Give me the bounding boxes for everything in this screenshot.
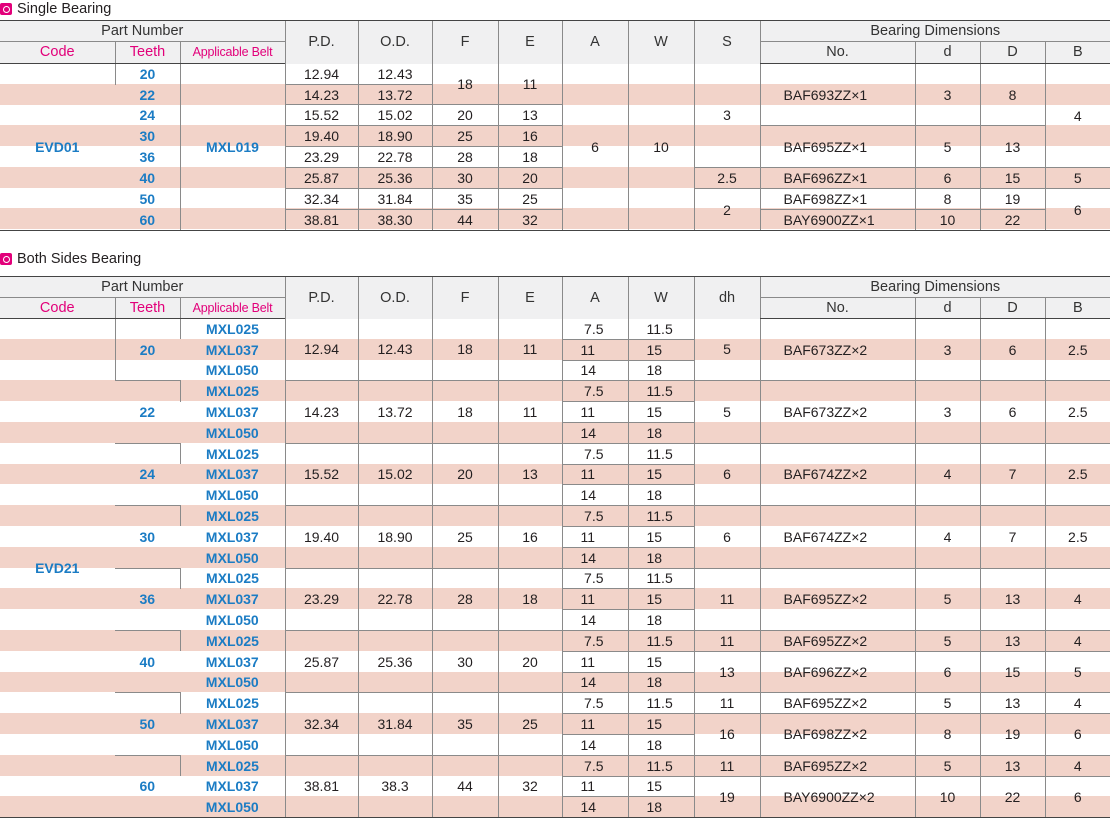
f-cell: 18 [432, 381, 498, 443]
header-applicable-belt: Applicable Belt [180, 42, 285, 64]
w-cell: 18 [628, 734, 694, 755]
header-w: W [628, 21, 694, 64]
bearing-b-cell: 2.5 [1045, 381, 1110, 443]
bearing-D-cell: 22 [980, 776, 1045, 818]
bearing-b-cell: 5 [1045, 168, 1110, 189]
e-cell: 13 [498, 443, 562, 505]
bearing-D-cell: 13 [980, 126, 1045, 168]
both-sides-bearing-table [0, 276, 1110, 818]
header-dh: dh [694, 277, 760, 319]
f-cell: 18 [432, 319, 498, 381]
w-cell: 15 [628, 776, 694, 797]
belt-cell: MXL050 [205, 612, 259, 629]
header-teeth: Teeth [115, 42, 180, 64]
od-cell: 25.36 [358, 630, 432, 692]
od-cell: 15.02 [358, 105, 432, 126]
e-cell: 11 [498, 64, 562, 105]
pd-cell: 32.34 [285, 189, 358, 210]
belt-cell: MXL019 [180, 64, 285, 231]
w-cell: 11.5 [628, 443, 694, 464]
pd-cell: 12.94 [285, 319, 358, 381]
w-cell: 11.5 [628, 755, 694, 776]
bearing-d-cell: 3 [915, 381, 980, 443]
teeth-cell: 20 [115, 64, 180, 85]
bearing-b-cell: 4 [1045, 755, 1110, 776]
bearing-b-cell: 6 [1045, 776, 1110, 818]
bearing-D-cell: 6 [980, 381, 1045, 443]
f-cell: 20 [432, 105, 498, 126]
dh-cell: 5 [694, 319, 760, 381]
header-e: E [498, 21, 562, 64]
e-cell: 25 [498, 189, 562, 210]
header-part-number: Part Number [0, 21, 285, 42]
teeth-cell: 22 [139, 86, 156, 103]
f-cell: 25 [432, 126, 498, 147]
w-cell: 18 [628, 485, 694, 506]
a-cell: 6 [562, 64, 628, 231]
belt-cell: MXL037 [205, 528, 259, 545]
a-cell: 14 [562, 485, 628, 506]
w-cell: 18 [628, 672, 694, 693]
w-cell: 18 [628, 360, 694, 381]
section-title-single-bearing [0, 0, 111, 18]
w-cell: 11.5 [628, 693, 694, 714]
a-cell: 11 [562, 589, 628, 610]
bearing-no-cell: BAF693ZZ×1 [760, 64, 915, 126]
a-cell: 7.5 [562, 755, 628, 776]
od-cell: 31.84 [358, 693, 432, 755]
a-cell: 14 [562, 672, 628, 693]
header-bearing-dimensions: Bearing Dimensions [760, 277, 1110, 298]
w-cell: 11.5 [628, 568, 694, 589]
e-cell: 32 [498, 210, 562, 231]
teeth-cell: 30 [115, 506, 180, 568]
teeth-cell: 60 [115, 210, 180, 231]
header-f: F [432, 21, 498, 64]
a-cell: 14 [562, 422, 628, 443]
bearing-b-cell: 4 [1045, 568, 1110, 630]
circle-in-square-icon [0, 253, 12, 265]
a-cell: 14 [562, 797, 628, 818]
belt-cell: MXL037 [205, 778, 259, 795]
bearing-no-cell: BAF696ZZ×2 [760, 651, 915, 693]
bearing-D-cell: 19 [980, 714, 1045, 756]
teeth-cell: 36 [139, 149, 156, 165]
pd-cell: 38.81 [285, 755, 358, 817]
od-cell: 13.72 [358, 85, 432, 105]
a-cell: 7.5 [562, 443, 628, 464]
w-cell: 10 [628, 64, 694, 231]
bearing-b-cell: 5 [1045, 651, 1110, 693]
od-cell: 22.78 [358, 147, 432, 168]
teeth-cell: 50 [115, 693, 180, 755]
bearing-d-cell: 6 [915, 651, 980, 693]
a-cell: 7.5 [562, 630, 628, 651]
belt-cell: MXL025 [180, 693, 285, 714]
bearing-no-cell: BAF695ZZ×2 [760, 630, 915, 651]
header-d-small: d [915, 42, 980, 64]
bearing-no-cell: BAF673ZZ×2 [760, 381, 915, 443]
teeth-cell: 24 [139, 107, 156, 123]
f-cell: 20 [432, 443, 498, 505]
belt-cell: MXL025 [180, 319, 285, 340]
header-part-number: Part Number [0, 277, 285, 298]
a-cell: 11 [562, 339, 628, 360]
bearing-d-cell: 5 [915, 755, 980, 776]
pd-cell: 14.23 [285, 85, 358, 105]
a-cell: 11 [562, 776, 628, 797]
header-e: E [498, 277, 562, 319]
bearing-d-cell: 3 [915, 64, 980, 126]
header-pd: P.D. [285, 21, 358, 64]
pd-cell: 19.40 [285, 126, 358, 147]
w-cell: 18 [628, 610, 694, 631]
w-cell: 18 [628, 547, 694, 568]
f-cell: 28 [432, 568, 498, 630]
w-cell: 15 [628, 526, 694, 547]
bearing-no-cell: BAF695ZZ×1 [760, 126, 915, 168]
dh-cell: 13 [694, 651, 760, 693]
header-s: S [694, 21, 760, 64]
a-cell: 14 [562, 547, 628, 568]
bearing-D-cell: 13 [980, 693, 1045, 714]
bearing-D-cell: 19 [980, 189, 1045, 210]
header-code: Code [0, 42, 115, 64]
od-cell: 25.36 [358, 168, 432, 189]
a-cell: 14 [562, 360, 628, 381]
belt-cell: MXL050 [205, 674, 259, 691]
f-cell: 35 [432, 189, 498, 210]
bearing-no-cell: BAY6900ZZ×2 [760, 776, 915, 818]
pd-cell: 32.34 [285, 693, 358, 755]
bearing-d-cell: 8 [915, 189, 980, 210]
e-cell: 32 [498, 755, 562, 817]
header-a: A [562, 21, 628, 64]
bearing-D-cell: 15 [980, 168, 1045, 189]
pd-cell: 19.40 [285, 506, 358, 568]
teeth-cell: 50 [139, 191, 156, 207]
a-cell: 11 [562, 464, 628, 485]
header-d-large: D [980, 42, 1045, 64]
dh-cell: 6 [694, 443, 760, 505]
bearing-d-cell: 5 [915, 630, 980, 651]
belt-cell: MXL037 [205, 466, 259, 483]
bearing-d-cell: 5 [915, 126, 980, 168]
w-cell: 15 [628, 651, 694, 672]
s-cell: 3 [694, 64, 760, 168]
bearing-D-cell: 15 [980, 651, 1045, 693]
dh-cell: 11 [694, 693, 760, 714]
bearing-d-cell: 4 [915, 443, 980, 505]
dh-cell: 11 [694, 755, 760, 776]
belt-cell: MXL050 [180, 797, 285, 818]
bearing-D-cell: 8 [980, 64, 1045, 126]
bearing-D-cell: 13 [980, 755, 1045, 776]
od-cell: 38.3 [358, 755, 432, 817]
pd-cell: 23.29 [285, 147, 358, 168]
e-cell: 13 [498, 105, 562, 126]
a-cell: 7.5 [562, 381, 628, 402]
w-cell: 11.5 [628, 319, 694, 340]
dh-cell: 5 [694, 381, 760, 443]
e-cell: 20 [498, 630, 562, 692]
section-title-text: Both Sides Bearing [17, 251, 142, 267]
bearing-no-cell: BAF695ZZ×2 [760, 755, 915, 776]
belt-cell: MXL037 [205, 653, 259, 670]
dh-cell: 16 [694, 714, 760, 756]
dh-cell: 19 [694, 776, 760, 818]
header-b: B [1045, 42, 1110, 64]
w-cell: 18 [628, 797, 694, 818]
a-cell: 11 [562, 526, 628, 547]
w-cell: 15 [628, 339, 694, 360]
bearing-d-cell: 10 [915, 776, 980, 818]
od-cell: 13.72 [358, 381, 432, 443]
circle-in-square-icon [0, 3, 12, 15]
bearing-no-cell: BAF695ZZ×2 [760, 693, 915, 714]
teeth-cell: 20 [115, 319, 180, 381]
teeth-cell: 40 [115, 630, 180, 692]
pd-cell: 23.29 [285, 568, 358, 630]
teeth-cell: 60 [115, 755, 180, 817]
bearing-d-cell: 5 [915, 693, 980, 714]
od-cell: 15.02 [358, 443, 432, 505]
header-teeth: Teeth [115, 298, 180, 319]
s-cell: 2 [694, 189, 760, 231]
e-cell: 18 [498, 147, 562, 168]
pd-cell: 38.81 [285, 210, 358, 231]
a-cell: 14 [562, 610, 628, 631]
w-cell: 15 [628, 464, 694, 485]
e-cell: 16 [498, 506, 562, 568]
f-cell: 30 [432, 630, 498, 692]
w-cell: 15 [628, 714, 694, 735]
pd-cell: 25.87 [285, 630, 358, 692]
w-cell: 15 [628, 589, 694, 610]
e-cell: 11 [498, 319, 562, 381]
f-cell: 18 [432, 64, 498, 105]
bearing-b-cell: 2.5 [1045, 319, 1110, 381]
bearing-D-cell: 7 [980, 506, 1045, 568]
section-title-both-sides-bearing [0, 250, 141, 268]
header-f: F [432, 277, 498, 319]
f-cell: 28 [432, 147, 498, 168]
bearing-d-cell: 10 [915, 210, 980, 231]
header-applicable-belt: Applicable Belt [180, 298, 285, 319]
belt-cell: MXL025 [180, 568, 285, 589]
dh-cell: 6 [694, 506, 760, 568]
pd-cell: 15.52 [285, 443, 358, 505]
bearing-D-cell: 13 [980, 568, 1045, 630]
w-cell: 18 [628, 422, 694, 443]
od-cell: 18.90 [358, 506, 432, 568]
bearing-d-cell: 6 [915, 168, 980, 189]
code-cell: EVD01 [0, 64, 115, 231]
bearing-d-cell: 4 [915, 506, 980, 568]
a-cell: 14 [562, 734, 628, 755]
e-cell: 16 [498, 126, 562, 147]
header-d-large: D [980, 298, 1045, 319]
belt-cell: MXL025 [180, 443, 285, 464]
teeth-cell: 24 [115, 443, 180, 505]
a-cell: 11 [562, 402, 628, 423]
belt-cell: MXL025 [180, 755, 285, 776]
header-pd: P.D. [285, 277, 358, 319]
bearing-D-cell: 7 [980, 443, 1045, 505]
w-cell: 15 [628, 402, 694, 423]
bearing-D-cell: 13 [980, 630, 1045, 651]
od-cell: 18.90 [358, 126, 432, 147]
od-cell: 31.84 [358, 189, 432, 210]
teeth-cell: 36 [115, 568, 180, 630]
bearing-no-cell: BAF698ZZ×1 [760, 189, 915, 210]
bearing-b-cell: 6 [1045, 189, 1110, 231]
code-cell: EVD21 [0, 319, 115, 818]
e-cell: 11 [498, 381, 562, 443]
belt-cell: MXL025 [180, 630, 285, 651]
bearing-D-cell: 6 [980, 319, 1045, 381]
header-no: No. [760, 42, 915, 64]
belt-cell: MXL050 [205, 736, 259, 753]
header-no: No. [760, 298, 915, 319]
bearing-no-cell: BAF696ZZ×1 [760, 168, 915, 189]
od-cell: 22.78 [358, 568, 432, 630]
a-cell: 7.5 [562, 568, 628, 589]
header-a: A [562, 277, 628, 319]
bearing-no-cell: BAF695ZZ×2 [760, 568, 915, 630]
teeth-cell: 30 [139, 128, 156, 144]
header-od: O.D. [358, 21, 432, 64]
section-title-text: Single Bearing [17, 1, 112, 17]
belt-cell: MXL050 [205, 549, 259, 566]
dh-cell: 11 [694, 568, 760, 630]
belt-cell: MXL037 [205, 591, 259, 608]
a-cell: 11 [562, 714, 628, 735]
bearing-no-cell: BAF698ZZ×2 [760, 714, 915, 756]
a-cell: 7.5 [562, 693, 628, 714]
a-cell: 7.5 [562, 506, 628, 527]
bearing-d-cell: 8 [915, 714, 980, 756]
bearing-d-cell: 3 [915, 319, 980, 381]
belt-cell: MXL025 [180, 381, 285, 402]
f-cell: 35 [432, 693, 498, 755]
header-w: W [628, 277, 694, 319]
header-code: Code [0, 298, 115, 319]
od-cell: 38.30 [358, 210, 432, 231]
bearing-b-cell: 6 [1045, 714, 1110, 756]
w-cell: 11.5 [628, 630, 694, 651]
bearing-no-cell: BAF674ZZ×2 [760, 443, 915, 505]
bearing-D-cell: 22 [980, 210, 1045, 231]
teeth-cell: 22 [115, 381, 180, 443]
belt-cell: MXL050 [205, 487, 259, 504]
header-b: B [1045, 298, 1110, 319]
belt-cell: MXL037 [205, 716, 259, 733]
belt-cell: MXL037 [205, 341, 259, 358]
belt-cell: MXL025 [180, 506, 285, 527]
pd-cell: 15.52 [285, 105, 358, 126]
header-d-small: d [915, 298, 980, 319]
bearing-b-cell: 2.5 [1045, 506, 1110, 568]
pd-cell: 25.87 [285, 168, 358, 189]
a-cell: 7.5 [562, 319, 628, 340]
bearing-d-cell: 5 [915, 568, 980, 630]
bearing-b-cell: 4 [1045, 64, 1110, 168]
od-cell: 12.43 [358, 319, 432, 381]
header-od: O.D. [358, 277, 432, 319]
f-cell: 44 [432, 210, 498, 231]
pd-cell: 14.23 [285, 381, 358, 443]
od-cell: 12.43 [358, 64, 432, 85]
a-cell: 11 [562, 651, 628, 672]
bearing-b-cell: 2.5 [1045, 443, 1110, 505]
dh-cell: 11 [694, 630, 760, 651]
header-bearing-dimensions: Bearing Dimensions [760, 21, 1110, 42]
bearing-no-cell: BAF673ZZ×2 [760, 319, 915, 381]
e-cell: 20 [498, 168, 562, 189]
f-cell: 30 [432, 168, 498, 189]
w-cell: 11.5 [628, 506, 694, 527]
f-cell: 25 [432, 506, 498, 568]
bearing-b-cell: 4 [1045, 693, 1110, 714]
w-cell: 11.5 [628, 381, 694, 402]
bearing-b-cell: 4 [1045, 630, 1110, 651]
e-cell: 25 [498, 693, 562, 755]
belt-cell: MXL037 [205, 404, 259, 421]
f-cell: 44 [432, 755, 498, 817]
bearing-no-cell: BAY6900ZZ×1 [760, 210, 915, 231]
teeth-cell: 40 [139, 170, 156, 186]
belt-cell: MXL050 [205, 362, 259, 379]
bearing-no-cell: BAF674ZZ×2 [760, 506, 915, 568]
single-bearing-table [0, 20, 1110, 231]
s-cell: 2.5 [694, 168, 760, 189]
belt-cell: MXL050 [205, 424, 259, 441]
e-cell: 18 [498, 568, 562, 630]
pd-cell: 12.94 [285, 64, 358, 85]
